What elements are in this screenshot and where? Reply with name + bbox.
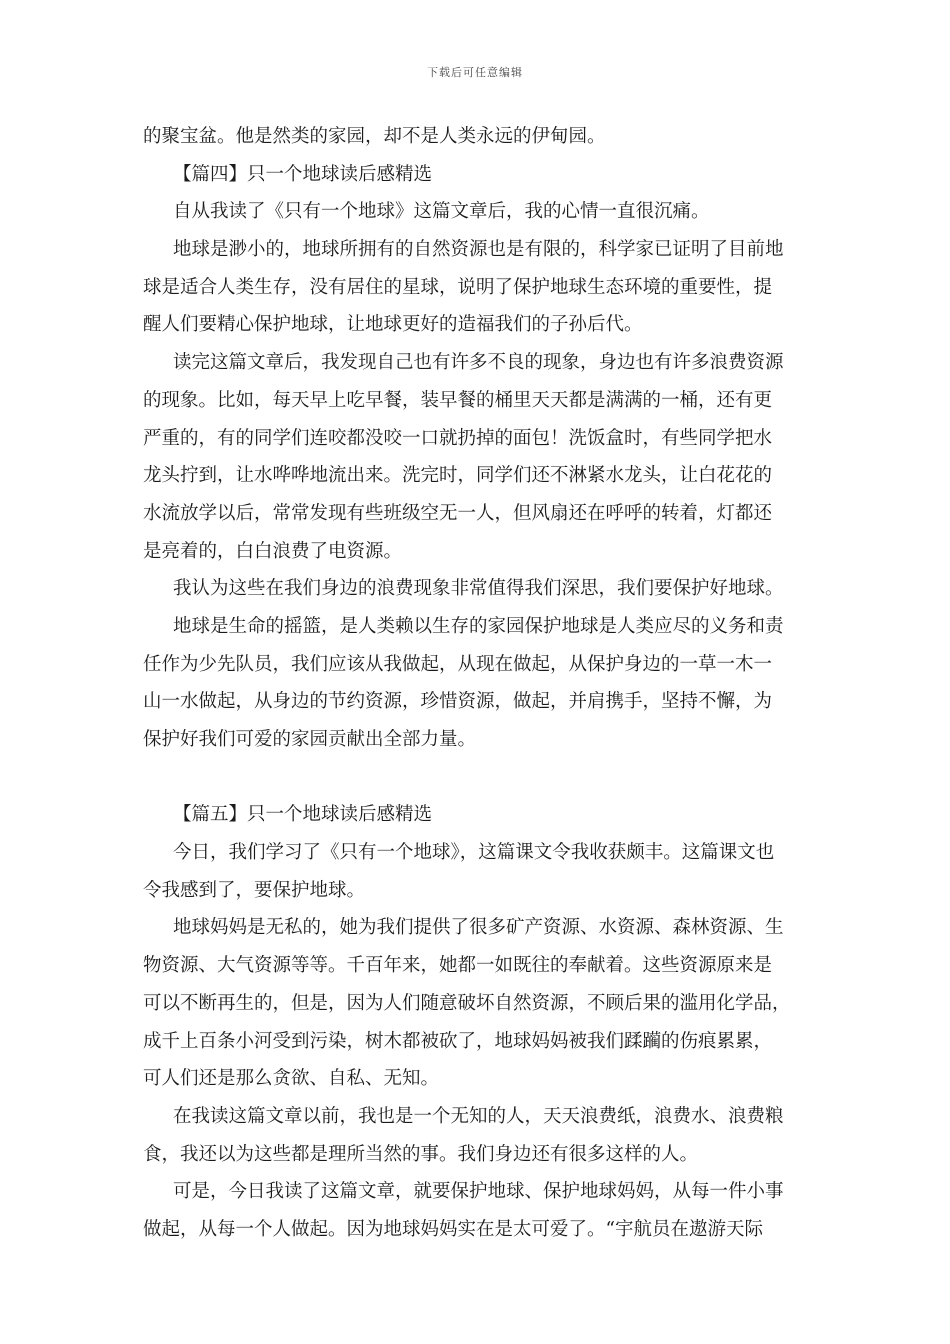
text-line: 保护好我们可爱的家园贡献出全部力量。 (143, 729, 477, 750)
text-line: 的聚宝盆。他是然类的家园，却不是人类永远的伊甸园。 (143, 126, 606, 147)
text-line: 球是适合人类生存，没有居住的星球，说明了保护地球生态环境的重要性，提 (143, 276, 773, 298)
text-line: 可以不断再生的，但是，因为人们随意破坏自然资源，不顾后果的滥用化学品， (143, 992, 791, 1014)
text-line: 食，我还以为这些都是理所当然的事。我们身边还有很多这样的人。 (143, 1143, 699, 1165)
text-line: 自从我读了《只有一个地球》这篇文章后，我的心情一直很沉痛。 (173, 201, 710, 223)
text-line: 地球妈妈是无私的，她为我们提供了很多矿产资源、水资源、森林资源、生 (173, 917, 784, 939)
text-line: 任作为少先队员，我们应该从我做起，从现在做起，从保护身边的一草一木一 (143, 653, 773, 675)
text-line: 的现象。比如，每天早上吃早餐，装早餐的桶里天天都是满满的一桶，还有更 (143, 389, 773, 411)
text-line: 可人们还是那么贪欲、自私、无知。 (143, 1068, 440, 1090)
text-line: 令我感到了，要保护地球。 (143, 879, 366, 901)
text-line: 地球是渺小的，地球所拥有的自然资源也是有限的，科学家已证明了目前地 (173, 239, 784, 261)
page-header: 下载后可任意编辑 (427, 66, 523, 79)
text-line: 做起，从每一个人做起。因为地球妈妈实在是太可爱了。“宇航员在遨游天际 (143, 1218, 763, 1240)
document-body (143, 118, 813, 1249)
text-line: 是亮着的，白白浪费了电资源。 (143, 540, 403, 562)
text-line: 山一水做起，从身边的节约资源，珍惜资源，做起，并肩携手，坚持不懈，为 (143, 691, 773, 713)
blank-line (143, 759, 813, 797)
text-line: 读完这篇文章后，我发现自己也有许多不良的现象，身边也有许多浪费资源 (173, 352, 784, 374)
text-line: 【篇四】只一个地球读后感精选 (173, 163, 433, 185)
text-line: 严重的，有的同学们连咬都没咬一口就扔掉的面包！洗饭盒时，有些同学把水 (143, 427, 773, 449)
text-line: 【篇五】只一个地球读后感精选 (173, 804, 433, 826)
text-line: 我认为这些在我们身边的浪费现象非常值得我们深思，我们要保护好地球。 (173, 578, 784, 600)
text-line: 在我读这篇文章以前，我也是一个无知的人，天天浪费纸，浪费水、浪费粮 (173, 1105, 784, 1127)
text-line: 龙头拧到，让水哗哗地流出来。洗完时，同学们还不淋紧水龙头，让白花花的 (143, 465, 773, 487)
text-line: 地球是生命的摇篮，是人类赖以生存的家园保护地球是人类应尽的义务和责 (173, 615, 784, 637)
text-line: 可是，今日我读了这篇文章，就要保护地球、保护地球妈妈，从每一件小事 (173, 1181, 784, 1203)
text-line: 水流放学以后，常常发现有些班级空无一人，但风扇还在呼呼的转着，灯都还 (143, 502, 773, 524)
text-line: 醒人们要精心保护地球，让地球更好的造福我们的子孙后代。 (143, 314, 643, 336)
text-line: 物资源、大气资源等等。千百年来，她都一如既往的奉献着。这些资源原来是 (143, 955, 773, 977)
text-line: 今日，我们学习了《只有一个地球》，这篇课文令我收获颇丰。这篇课文也 (173, 842, 775, 864)
text-line: 成千上百条小河受到污染，树木都被砍了，地球妈妈被我们蹂躏的伤痕累累， (143, 1030, 773, 1052)
